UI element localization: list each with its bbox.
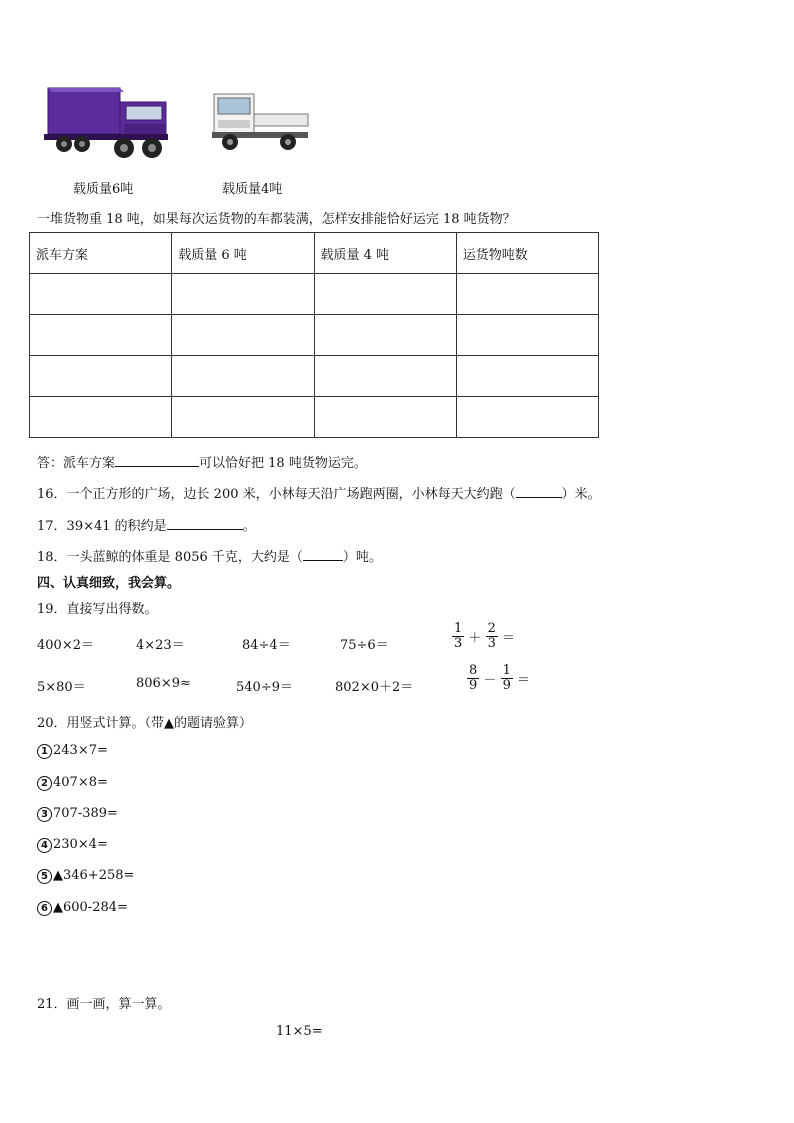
fraction-expression-1 bbox=[452, 622, 515, 651]
vertical-calc-expression: 407×8= bbox=[53, 775, 108, 790]
denominator: 9 bbox=[502, 678, 511, 693]
table-cell[interactable] bbox=[30, 397, 172, 438]
table-cell[interactable] bbox=[172, 315, 314, 356]
question-17 bbox=[37, 515, 256, 534]
question-18-blank[interactable] bbox=[303, 548, 343, 561]
circled-number: 6 bbox=[37, 901, 52, 916]
question-16-blank[interactable] bbox=[516, 485, 562, 498]
section-4-heading: 四、认真细致，我会算。 bbox=[37, 576, 181, 591]
table-cell[interactable] bbox=[314, 356, 456, 397]
table-row bbox=[30, 315, 599, 356]
table-row bbox=[30, 397, 599, 438]
answer-prefix: 答：派车方案 bbox=[37, 456, 116, 471]
table-cell[interactable] bbox=[172, 397, 314, 438]
question-16 bbox=[37, 483, 601, 502]
fraction bbox=[501, 664, 513, 693]
calc-item: 75÷6＝ bbox=[340, 638, 389, 653]
answer-suffix: 可以恰好把 18 吨货物运完。 bbox=[199, 456, 367, 471]
vertical-calc-item bbox=[37, 868, 134, 884]
question-16-suffix: ）米。 bbox=[561, 487, 601, 502]
circled-number: 4 bbox=[37, 838, 52, 853]
circled-number: 1 bbox=[37, 744, 52, 759]
four-ton-truck-caption: 载质量4吨 bbox=[222, 182, 283, 197]
header-plan: 派车方案 bbox=[30, 233, 172, 274]
question-16-text: 16．一个正方形的广场，边长 200 米，小林每天沿广场跑两圈，小林每天大约跑（ bbox=[37, 487, 516, 502]
denominator: 9 bbox=[469, 678, 478, 693]
calc-item: 540÷9＝ bbox=[236, 680, 293, 695]
table-cell[interactable] bbox=[172, 356, 314, 397]
answer-line bbox=[37, 452, 367, 471]
question-18-text: 18．一头蓝鲸的体重是 8056 千克，大约是（ bbox=[37, 550, 303, 565]
table-cell[interactable] bbox=[456, 315, 598, 356]
operator: － bbox=[483, 673, 497, 688]
vertical-calc-expression: 707-389= bbox=[53, 806, 118, 821]
vertical-calc-item bbox=[37, 775, 108, 791]
vertical-calc-item bbox=[37, 806, 118, 822]
circled-number: 3 bbox=[37, 807, 52, 822]
vertical-calc-expression: 243×7= bbox=[53, 743, 108, 758]
table-cell[interactable] bbox=[172, 274, 314, 315]
table-row bbox=[30, 356, 599, 397]
six-ton-truck-caption: 载质量6吨 bbox=[73, 182, 134, 197]
question-18 bbox=[37, 546, 382, 565]
table-cell[interactable] bbox=[456, 274, 598, 315]
table-cell[interactable] bbox=[30, 315, 172, 356]
question-21-title: 21．画一画，算一算。 bbox=[37, 997, 171, 1012]
table-cell[interactable] bbox=[314, 397, 456, 438]
vertical-calc-expression: ▲600-284= bbox=[53, 900, 128, 915]
question-19-title: 19．直接写出得数。 bbox=[37, 602, 158, 617]
calc-item: 4×23＝ bbox=[136, 638, 185, 653]
fraction bbox=[452, 622, 464, 651]
fraction-expression-2 bbox=[467, 664, 530, 693]
circled-number: 2 bbox=[37, 776, 52, 791]
question-17-text: 17．39×41 的积约是 bbox=[37, 519, 167, 534]
calc-item: 802×0＋2＝ bbox=[335, 680, 414, 695]
question-15-intro: 一堆货物重 18 吨，如果每次运货物的车都装满，怎样安排能恰好运完 18 吨货物？ bbox=[37, 212, 516, 227]
question-17-suffix: 。 bbox=[242, 519, 256, 534]
table-cell[interactable] bbox=[314, 315, 456, 356]
table-cell[interactable] bbox=[456, 356, 598, 397]
calc-item: 84÷4＝ bbox=[242, 638, 291, 653]
question-18-suffix: ）吨。 bbox=[342, 550, 382, 565]
vertical-calc-expression: 230×4= bbox=[53, 837, 108, 852]
table-row bbox=[30, 274, 599, 315]
fraction bbox=[467, 664, 479, 693]
denominator: 3 bbox=[487, 636, 496, 651]
fraction bbox=[486, 622, 498, 651]
dispatch-plan-table bbox=[29, 232, 599, 438]
equals-sign: ＝ bbox=[502, 631, 516, 646]
four-ton-truck-image bbox=[204, 84, 312, 156]
vertical-calc-item bbox=[37, 837, 108, 853]
table-cell[interactable] bbox=[456, 397, 598, 438]
vertical-calc-item bbox=[37, 743, 108, 759]
table-cell[interactable] bbox=[30, 274, 172, 315]
table-cell[interactable] bbox=[30, 356, 172, 397]
numerator: 1 bbox=[454, 621, 463, 636]
header-four-ton: 载质量 4 吨 bbox=[314, 233, 456, 274]
vertical-calc-item bbox=[37, 900, 128, 916]
equals-sign: ＝ bbox=[517, 673, 531, 688]
numerator: 1 bbox=[502, 663, 511, 678]
answer-blank[interactable] bbox=[115, 454, 199, 467]
table-cell[interactable] bbox=[314, 274, 456, 315]
circled-number: 5 bbox=[37, 869, 52, 884]
header-total-tons: 运货物吨数 bbox=[456, 233, 598, 274]
six-ton-truck-image bbox=[44, 84, 172, 162]
question-17-blank[interactable] bbox=[167, 517, 243, 530]
calc-item: 400×2＝ bbox=[37, 638, 94, 653]
question-20-title: 20．用竖式计算。（带▲的题请验算） bbox=[37, 716, 253, 731]
table-header-row bbox=[30, 233, 599, 274]
question-21-expression: 11×5= bbox=[276, 1024, 323, 1039]
denominator: 3 bbox=[454, 636, 463, 651]
header-six-ton: 载质量 6 吨 bbox=[172, 233, 314, 274]
numerator: 8 bbox=[469, 663, 478, 678]
operator: ＋ bbox=[468, 631, 482, 646]
calc-item: 5×80＝ bbox=[37, 680, 86, 695]
calc-item: 806×9≈ bbox=[136, 676, 191, 691]
vertical-calc-expression: ▲346+258= bbox=[53, 868, 135, 883]
numerator: 2 bbox=[487, 621, 496, 636]
